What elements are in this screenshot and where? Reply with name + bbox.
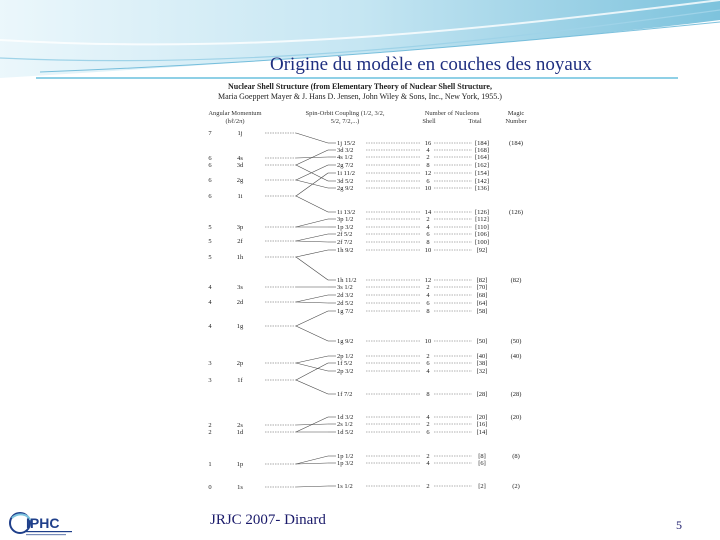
total-count: [28] [476, 391, 488, 398]
shell-count: 2 [426, 353, 430, 360]
header-number-of-nucleons: Number of Nucleons [424, 110, 480, 117]
shell-count: 4 [426, 224, 430, 231]
right-level-label: 1p 3/2 [337, 224, 354, 231]
shell-count: 6 [426, 178, 430, 185]
left-level-n: 4 [208, 284, 212, 291]
left-level-label: 1f [237, 377, 243, 384]
left-level-label: 1i [237, 193, 243, 200]
right-level-label: 2g 7/2 [337, 162, 354, 169]
magic-number: (184) [508, 140, 524, 147]
total-count: [126] [474, 209, 490, 216]
left-level-n: 5 [208, 224, 212, 231]
total-count: [110] [475, 224, 489, 231]
footer-text: JRJC 2007- Dinard [210, 512, 326, 528]
right-level-label: 1f 7/2 [337, 391, 353, 398]
splitting-line [296, 295, 328, 302]
shell-count: 4 [426, 414, 430, 421]
right-level-label: 1i 13/2 [337, 209, 356, 216]
shell-count: 12 [424, 277, 432, 284]
left-level-label: 3d [236, 162, 244, 169]
total-count: [16] [476, 421, 488, 428]
header-shell: Shell [422, 118, 436, 125]
splitting-line [296, 380, 328, 394]
right-level-label: 1p 1/2 [337, 453, 354, 460]
splitting-line [296, 302, 328, 303]
splitting-line [296, 250, 328, 257]
right-level-label: 2d 5/2 [337, 300, 354, 307]
right-level-label: 2f 7/2 [337, 239, 353, 246]
left-level-label: 1j [237, 130, 243, 137]
magic-number: (40) [510, 353, 522, 360]
splitting-line [296, 486, 328, 487]
total-count: [184] [474, 140, 490, 147]
right-level-label: 3p 1/2 [337, 216, 354, 223]
left-level-n: 4 [208, 299, 212, 306]
total-count: [164] [474, 154, 490, 161]
total-count: [142] [474, 178, 490, 185]
left-level-label: 1s [237, 484, 243, 491]
right-level-label: 1j 15/2 [337, 140, 356, 147]
total-count: [112] [475, 216, 489, 223]
left-level-n: 3 [208, 360, 212, 367]
shell-count: 6 [426, 231, 430, 238]
left-level-n: 2 [208, 429, 212, 436]
total-count: [68] [476, 292, 488, 299]
left-level-label: 4s [237, 155, 243, 162]
shell-count: 4 [426, 368, 430, 375]
logo-text: IPHC [26, 515, 60, 531]
splitting-line [296, 196, 328, 212]
shell-count: 6 [426, 360, 430, 367]
page-number: 5 [676, 518, 682, 532]
total-count: [162] [474, 162, 490, 169]
left-level-n: 6 [208, 177, 212, 184]
header-spin-orbit: Spin-Orbit Coupling (1/2, 3/2, 5/2, 7/2,...) [305, 110, 385, 125]
left-level-label: 2d [236, 299, 244, 306]
total-count: [14] [476, 429, 488, 436]
total-count: [58] [476, 308, 488, 315]
right-level-label: 1h 11/2 [337, 277, 357, 284]
total-count: [82] [476, 277, 488, 284]
right-level-label: 2g 9/2 [337, 185, 354, 192]
splitting-line [296, 356, 328, 363]
shell-count: 6 [426, 300, 430, 307]
total-count: [40] [476, 353, 488, 360]
right-level-label: 2p 3/2 [337, 368, 354, 375]
figure-caption-line2: Maria Goeppert Mayer & J. Hans D. Jensen, John Wiley & Sons, Inc., New York, 1955.) [218, 92, 502, 101]
right-level-label: 1s 1/2 [337, 483, 353, 490]
shell-count: 10 [424, 338, 432, 345]
splitting-line [296, 241, 328, 242]
left-level-n: 6 [208, 155, 212, 162]
left-level-label: 1g [236, 323, 244, 330]
magic-number: (82) [510, 277, 522, 284]
right-level-label: 3s 1/2 [337, 284, 353, 291]
shell-count: 2 [426, 284, 430, 291]
magic-number: (126) [508, 209, 524, 216]
total-count: [136] [474, 185, 490, 192]
header-angular-momentum: Angular Momentum (hℓ/2π) [208, 110, 262, 125]
left-level-n: 3 [208, 377, 212, 384]
total-count: [2] [478, 483, 486, 490]
iphc-logo [8, 508, 78, 538]
total-count: [20] [476, 414, 488, 421]
splitting-line [296, 150, 328, 165]
total-count: [64] [476, 300, 488, 307]
right-level-label: 2f 5/2 [337, 231, 353, 238]
total-count: [8] [478, 453, 486, 460]
right-level-label: 1i 11/2 [337, 170, 355, 177]
header-magic-number: Magic Number [505, 110, 527, 125]
splitting-line [296, 311, 328, 326]
shell-count: 8 [426, 391, 430, 398]
right-level-label: 1d 3/2 [337, 414, 354, 421]
right-level-label: 2d 3/2 [337, 292, 354, 299]
left-level-n: 5 [208, 254, 212, 261]
magic-number: (8) [512, 453, 520, 460]
total-count: [6] [478, 460, 486, 467]
splitting-line [296, 173, 328, 196]
shell-count: 2 [426, 216, 430, 223]
shell-count: 12 [424, 170, 432, 177]
shell-count: 16 [424, 140, 432, 147]
slide-title: Origine du modèle en couches des noyaux [270, 54, 592, 75]
splitting-line [296, 417, 328, 432]
shell-count: 4 [426, 292, 430, 299]
splitting-line [296, 456, 328, 464]
left-level-n: 6 [208, 193, 212, 200]
splitting-line [296, 257, 328, 280]
left-level-n: 1 [208, 461, 212, 468]
total-count: [92] [476, 247, 488, 254]
left-level-n: 4 [208, 323, 212, 330]
left-level-label: 1p [236, 461, 244, 468]
left-level-label: 2s [237, 422, 243, 429]
total-count: [38] [476, 360, 488, 367]
shell-count: 10 [424, 185, 432, 192]
left-level-label: 3s [237, 284, 243, 291]
shell-count: 8 [426, 162, 430, 169]
right-level-label: 1f 5/2 [337, 360, 353, 367]
splitting-line [296, 363, 328, 380]
shell-count: 8 [426, 239, 430, 246]
shell-count: 2 [426, 483, 430, 490]
shell-count: 2 [426, 453, 430, 460]
splitting-line [296, 180, 328, 188]
shell-count: 8 [426, 308, 430, 315]
left-level-n: 5 [208, 238, 212, 245]
right-level-label: 1g 7/2 [337, 308, 354, 315]
left-level-n: 0 [208, 484, 212, 491]
total-count: [168] [474, 147, 490, 154]
left-level-n: 2 [208, 422, 212, 429]
magic-number: (20) [510, 414, 522, 421]
left-level-n: 7 [208, 130, 212, 137]
right-level-label: 1g 9/2 [337, 338, 354, 345]
splitting-line [296, 463, 328, 464]
splitting-line [296, 363, 328, 371]
magic-number: (28) [510, 391, 522, 398]
right-level-label: 2s 1/2 [337, 421, 353, 428]
right-level-label: 3d 5/2 [337, 178, 354, 185]
magic-number: (2) [512, 483, 520, 490]
splitting-line [296, 326, 328, 341]
total-count: [106] [474, 231, 490, 238]
header-total: Total [468, 118, 482, 125]
shell-count: 6 [426, 429, 430, 436]
right-level-label: 1h 9/2 [337, 247, 354, 254]
left-level-n: 6 [208, 162, 212, 169]
splitting-line [296, 234, 328, 241]
right-level-label: 4s 1/2 [337, 154, 353, 161]
left-level-label: 1d [236, 429, 244, 436]
right-level-label: 1d 5/2 [337, 429, 354, 436]
shell-count: 4 [426, 147, 430, 154]
total-count: [70] [476, 284, 488, 291]
total-count: [50] [476, 338, 488, 345]
left-level-label: 3p [236, 224, 244, 231]
left-level-label: 2g [236, 177, 244, 184]
total-count: [32] [476, 368, 488, 375]
shell-count: 10 [424, 247, 432, 254]
total-count: [154] [474, 170, 490, 177]
shell-count: 4 [426, 460, 430, 467]
left-level-label: 2f [237, 238, 243, 245]
splitting-line [296, 133, 328, 143]
shell-count: 14 [424, 209, 432, 216]
total-count: [100] [474, 239, 490, 246]
splitting-line [296, 219, 328, 227]
left-level-label: 1h [236, 254, 244, 261]
figure-caption-line1: Nuclear Shell Structure (from Elementary Theory of Nuclear Shell Structure, [228, 82, 492, 91]
shell-count: 2 [426, 154, 430, 161]
magic-number: (50) [510, 338, 522, 345]
shell-count: 2 [426, 421, 430, 428]
right-level-label: 1p 3/2 [337, 460, 354, 467]
right-level-label: 2p 1/2 [337, 353, 354, 360]
right-level-label: 3d 3/2 [337, 147, 354, 154]
left-level-label: 2p [236, 360, 244, 367]
